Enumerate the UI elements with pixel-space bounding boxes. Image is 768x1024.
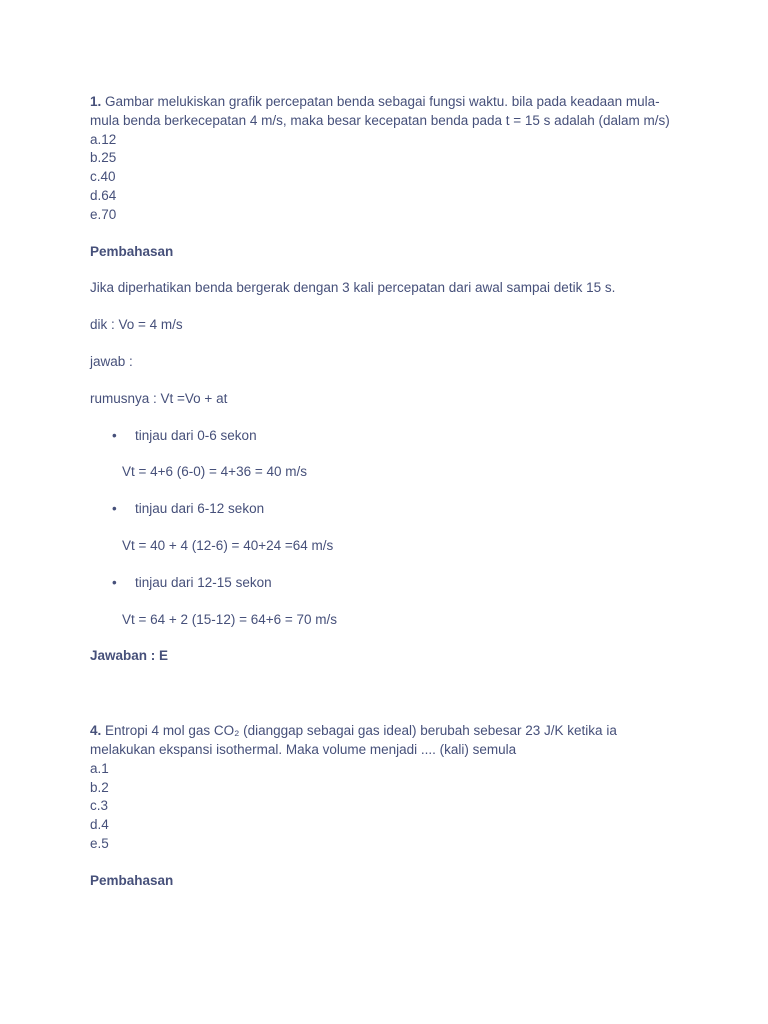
question-1-option-c: c.40 [90, 169, 116, 185]
step-1 [90, 427, 690, 446]
bullet-icon: • [112, 427, 117, 443]
question-1-body: Gambar melukiskan grafik percepatan benda sebagai fungsi waktu. bila pada keadaan mula-mula benda berkecepatan 4 m/s, maka besar kecepatan benda pada t = 15 s adalah (dalam m/s) [90, 94, 670, 128]
bullet-icon: • [112, 501, 117, 517]
question-1-option-e: e.70 [90, 206, 117, 222]
question-4-option-e: e.5 [90, 835, 109, 851]
question-1-option-b: b.25 [90, 150, 117, 166]
pembahasan-heading-4: Pembahasan [90, 872, 174, 888]
step-1-calc: Vt = 4+6 (6-0) = 4+36 = 40 m/s [122, 464, 307, 480]
step-2-calc: Vt = 40 + 4 (12-6) = 40+24 =64 m/s [122, 537, 334, 553]
document-page [90, 93, 690, 891]
pembahasan-heading-1: Pembahasan [90, 243, 174, 259]
question-4-option-a: a.1 [90, 760, 109, 776]
step-2-label: tinjau dari 6-12 sekon [135, 501, 265, 517]
question-4-option-b: b.2 [90, 779, 109, 795]
question-4-number: 4. [90, 723, 102, 739]
question-1-text [90, 93, 675, 131]
step-1-label: tinjau dari 0-6 sekon [135, 427, 257, 443]
step-3-label: tinjau dari 12-15 sekon [135, 574, 272, 590]
question-1-option-a: a.12 [90, 131, 117, 147]
step-2 [90, 500, 690, 519]
pembahasan-intro: Jika diperhatikan benda bergerak dengan 3 kali percepatan dari awal sampai detik 15 s. [90, 280, 616, 296]
answer-label: jawab : [90, 353, 133, 369]
question-1-number: 1. [90, 94, 102, 109]
question-4-body: Entropi 4 mol gas CO₂ (dianggap sebagai gas ideal) berubah sebesar 23 J/K ketika ia melakukan ekspansi isothermal. Maka volume menjadi .... (kali) semula [90, 723, 617, 757]
question-4-option-c: c.3 [90, 798, 109, 814]
question-4-option-d: d.4 [90, 817, 109, 833]
question-4-text [90, 722, 675, 760]
formula: rumusnya : Vt =Vo + at [90, 390, 228, 406]
question-1-option-d: d.64 [90, 187, 117, 203]
step-3 [90, 574, 690, 593]
bullet-icon: • [112, 574, 117, 590]
step-3-calc: Vt = 64 + 2 (15-12) = 64+6 = 70 m/s [122, 611, 338, 627]
final-answer: Jawaban : E [90, 648, 169, 664]
given-values: dik : Vo = 4 m/s [90, 317, 183, 333]
